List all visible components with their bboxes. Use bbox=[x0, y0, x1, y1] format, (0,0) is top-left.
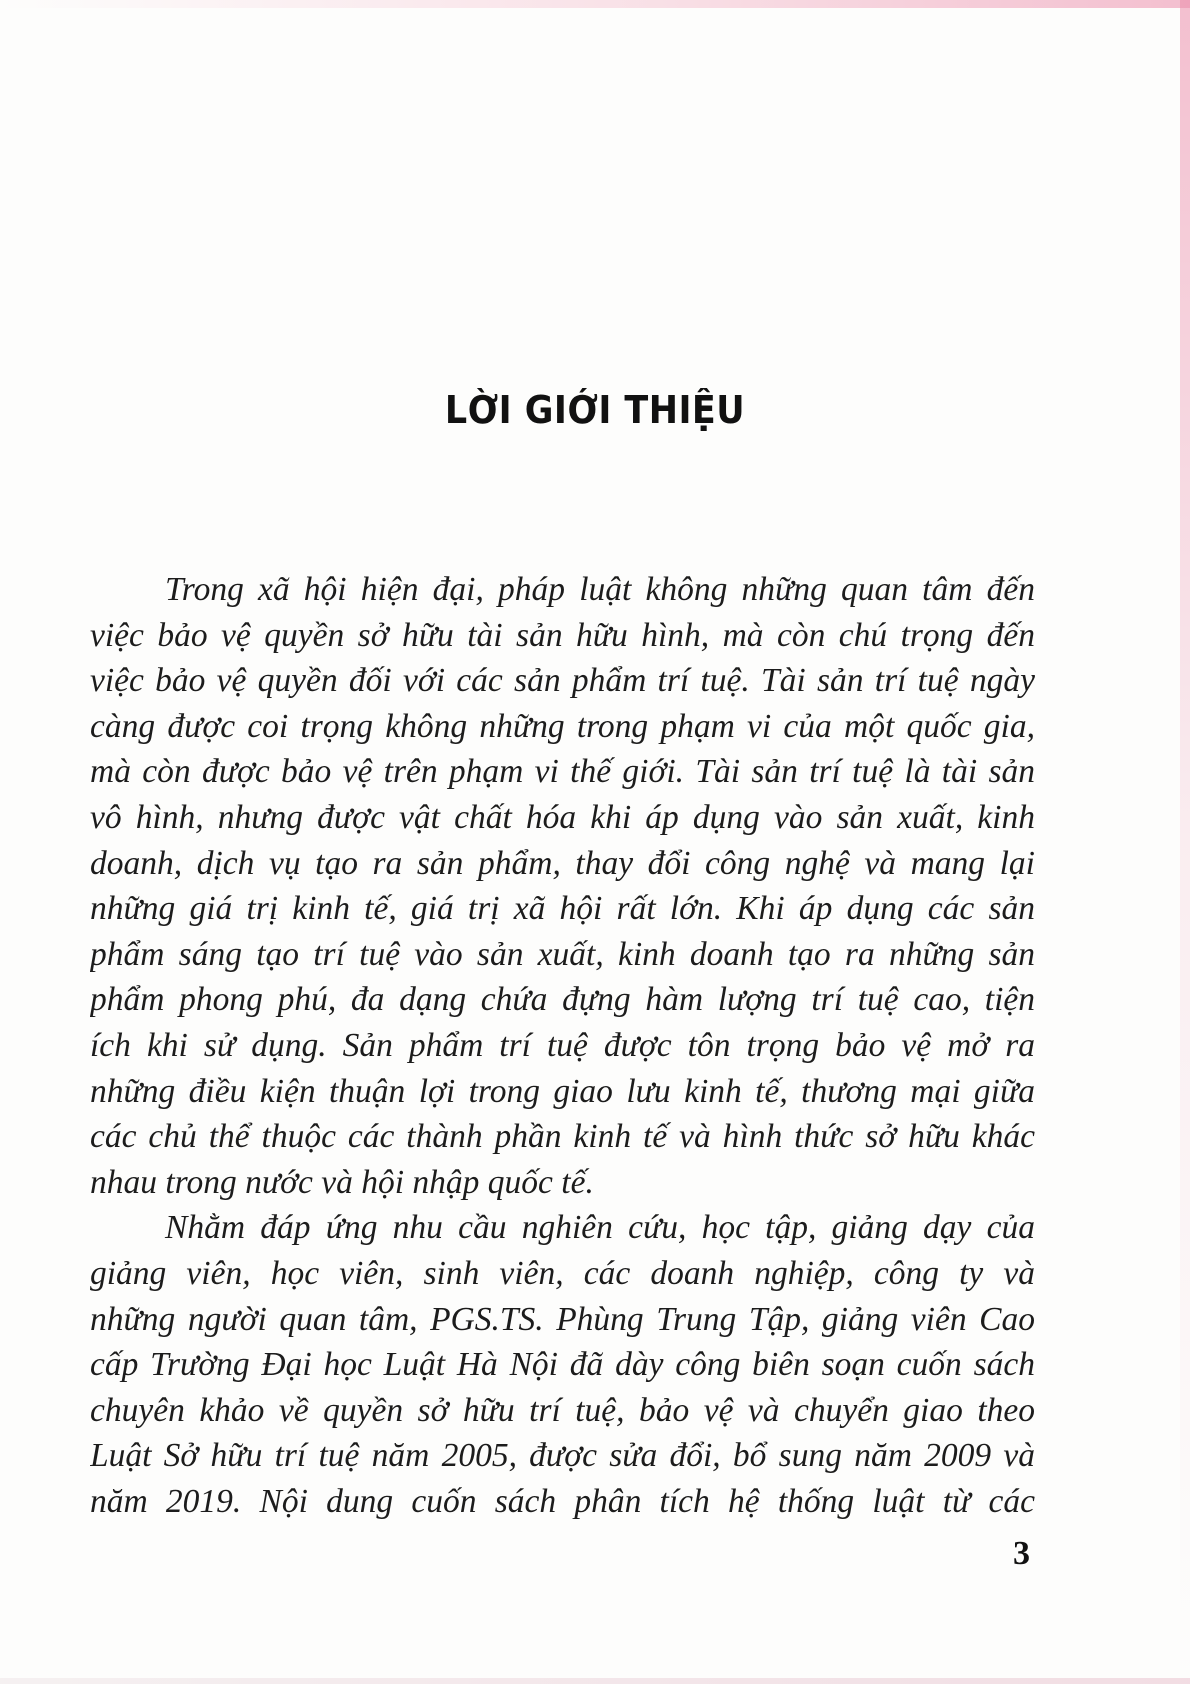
text-line: những điều kiện thuận lợi trong giao lưu kinh tế, thương mại giữa bbox=[90, 1072, 1035, 1110]
text-line: vô hình, nhưng được vật chất hóa khi áp dụng vào sản xuất, kinh bbox=[90, 798, 1035, 836]
text-line: năm 2019. Nội dung cuốn sách phân tích hệ thống luật từ các bbox=[90, 1482, 1035, 1520]
text-line: doanh, dịch vụ tạo ra sản phẩm, thay đổi công nghệ và mang lại bbox=[90, 844, 1035, 882]
text-line: ích khi sử dụng. Sản phẩm trí tuệ được tôn trọng bảo vệ mở ra bbox=[90, 1026, 1035, 1064]
page-title: LỜI GIỚI THIỆU bbox=[444, 388, 746, 432]
text-line: mà còn được bảo vệ trên phạm vi thế giới. Tài sản trí tuệ là tài sản bbox=[90, 753, 1035, 791]
text-line: càng được coi trọng không những trong phạm vi của một quốc gia, bbox=[90, 707, 1035, 745]
scan-edge-bottom bbox=[0, 1678, 1190, 1684]
text-line: Nhằm đáp ứng nhu cầu nghiên cứu, học tập, giảng dạy của bbox=[165, 1209, 1035, 1247]
text-line: cấp Trường Đại học Luật Hà Nội đã dày công biên soạn cuốn sách bbox=[90, 1346, 1035, 1384]
text-line: Trong xã hội hiện đại, pháp luật không những quan tâm đến bbox=[165, 571, 1035, 608]
text-line: giảng viên, học viên, sinh viên, các doanh nghiệp, công ty và bbox=[90, 1254, 1035, 1292]
text-line: phẩm sáng tạo trí tuệ vào sản xuất, kinh doanh tạo ra những sản bbox=[90, 935, 1035, 973]
scan-edge-top bbox=[0, 0, 1190, 8]
page-number: 3 bbox=[1013, 1535, 1030, 1572]
text-line: những người quan tâm, PGS.TS. Phùng Trung Tập, giảng viên Cao bbox=[90, 1300, 1035, 1338]
text-line: phẩm phong phú, đa dạng chứa đựng hàm lượng trí tuệ cao, tiện bbox=[90, 981, 1035, 1019]
text-line: những giá trị kinh tế, giá trị xã hội rất lớn. Khi áp dụng các sản bbox=[90, 890, 1035, 928]
text-line: các chủ thể thuộc các thành phần kinh tế và hình thức sở hữu khác bbox=[90, 1118, 1035, 1156]
body-text bbox=[90, 567, 1035, 1524]
text-line: nhau trong nước và hội nhập quốc tế. bbox=[90, 1163, 594, 1201]
text-line: chuyên khảo về quyền sở hữu trí tuệ, bảo vệ và chuyển giao theo bbox=[90, 1391, 1035, 1429]
scan-edge-right bbox=[1180, 0, 1190, 1684]
text-line: việc bảo vệ quyền đối với các sản phẩm trí tuệ. Tài sản trí tuệ ngày bbox=[90, 662, 1035, 700]
text-line: Luật Sở hữu trí tuệ năm 2005, được sửa đổi, bổ sung năm 2009 và bbox=[90, 1437, 1035, 1475]
text-line: việc bảo vệ quyền sở hữu tài sản hữu hình, mà còn chú trọng đến bbox=[90, 616, 1035, 654]
